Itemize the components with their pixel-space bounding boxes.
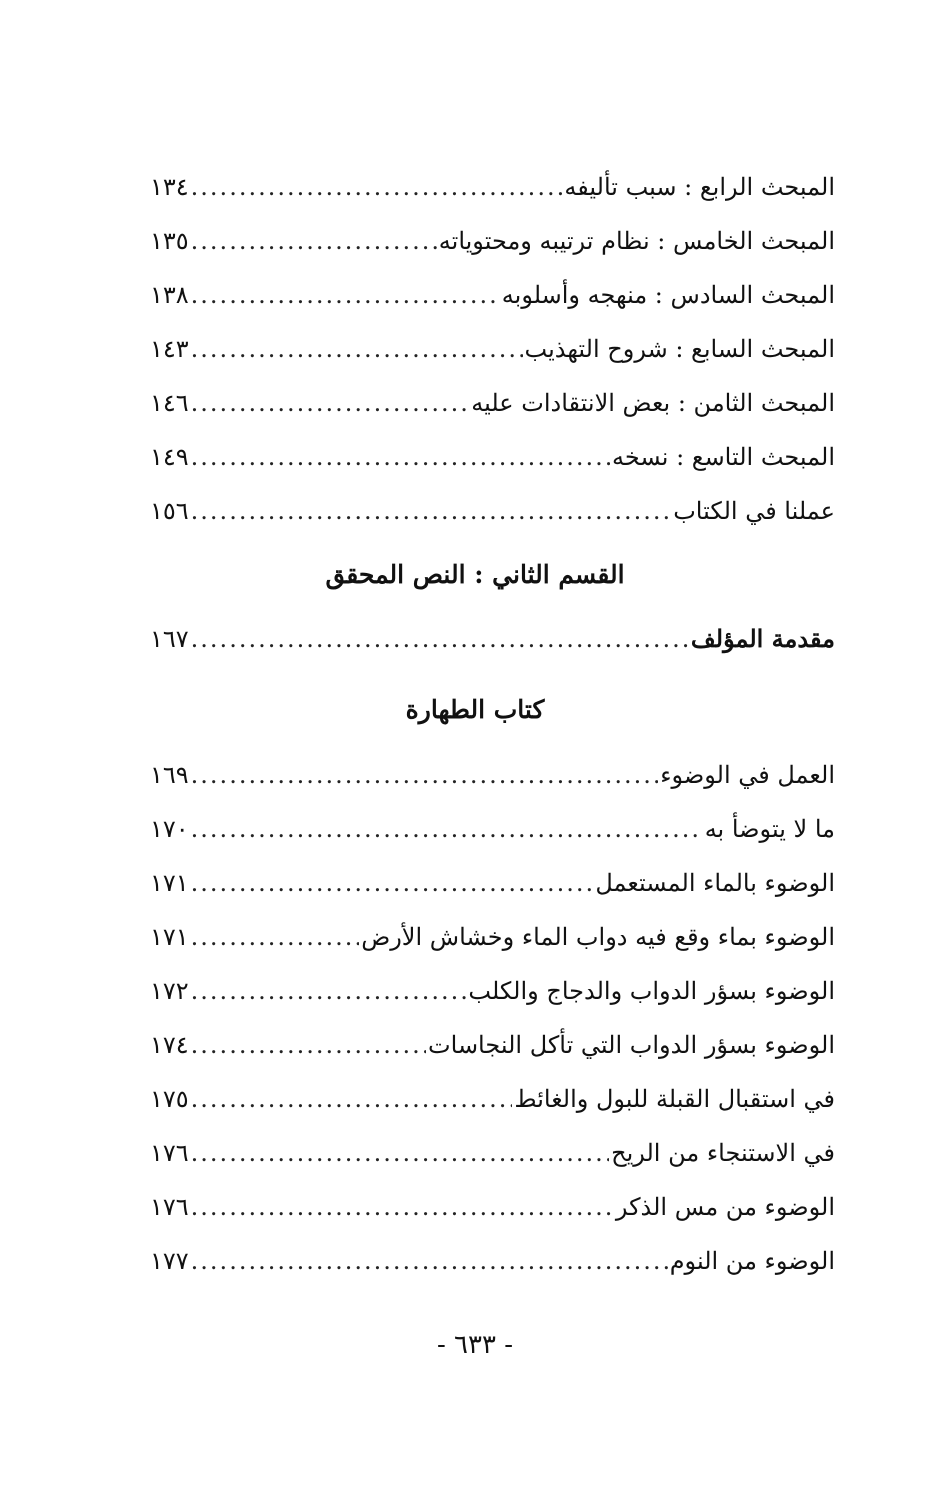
toc-entry-page: ١٧٧ <box>150 1247 189 1275</box>
toc-entry-title: ما لا يتوضأ به <box>704 815 835 843</box>
toc-leader-dots <box>191 910 360 964</box>
toc-entry-page: ١٧٦ <box>150 1193 189 1221</box>
toc-entry-page: ١٦٩ <box>150 761 189 789</box>
toc-entry-title: المبحث التاسع : نسخه <box>612 443 835 471</box>
toc-entry-page: ١٦٧ <box>150 625 189 653</box>
toc-entry-page: ١٧٦ <box>150 1139 189 1167</box>
toc-leader-dots <box>191 612 689 666</box>
toc-leader-dots <box>191 268 500 322</box>
toc-leader-dots <box>191 748 659 802</box>
toc-entry <box>150 160 835 214</box>
toc-entry-page: ١٣٨ <box>150 281 189 309</box>
toc-entry-title: العمل في الوضوء <box>660 761 835 789</box>
toc-leader-dots <box>191 484 672 538</box>
toc-leader-dots <box>191 160 563 214</box>
toc-entry <box>150 748 835 802</box>
toc-entry-title: الوضوء بسؤر الدواب والدجاج والكلب <box>468 977 835 1005</box>
toc-entry <box>150 322 835 376</box>
toc-entry-page: ١٥٦ <box>150 497 189 525</box>
toc-leader-dots <box>191 214 437 268</box>
toc-entry <box>150 612 835 666</box>
toc-entry-title: المبحث الثامن : بعض الانتقادات عليه <box>471 389 835 417</box>
toc-leader-dots <box>191 856 594 910</box>
book-heading: كتاب الطهارة <box>405 695 545 724</box>
toc-entry <box>150 214 835 268</box>
toc-leader-dots <box>191 802 703 856</box>
toc-entry-page: ١٧٥ <box>150 1085 189 1113</box>
toc-entry-title: المبحث السابع : شروح التهذيب <box>524 335 835 363</box>
toc-entry-page: ١٤٩ <box>150 443 189 471</box>
toc-entry-title: المبحث السادس : منهجه وأسلوبه <box>501 281 835 309</box>
toc-entry-page: ١٧٤ <box>150 1031 189 1059</box>
toc-entry <box>150 856 835 910</box>
toc-leader-dots <box>191 1180 614 1234</box>
section-heading: القسم الثاني : النص المحقق <box>325 560 625 589</box>
toc-entry <box>150 1126 835 1180</box>
toc-entry-page: ١٣٤ <box>150 173 189 201</box>
toc-list-part2 <box>150 748 835 1288</box>
toc-author-intro <box>150 612 835 666</box>
toc-entry <box>150 964 835 1018</box>
toc-leader-dots <box>191 1234 668 1288</box>
toc-entry-title: في الاستنجاء من الريح <box>611 1139 835 1167</box>
toc-entry-page: ١٧١ <box>150 923 189 951</box>
toc-entry-title: الوضوء بالماء المستعمل <box>595 869 835 897</box>
toc-leader-dots <box>191 376 470 430</box>
toc-entry-title: المبحث الخامس : نظام ترتيبه ومحتوياته <box>438 227 835 255</box>
toc-list-part1 <box>150 160 835 538</box>
toc-entry-page: ١٧٢ <box>150 977 189 1005</box>
toc-entry-title: مقدمة المؤلف <box>690 624 835 653</box>
toc-entry <box>150 1018 835 1072</box>
toc-entry <box>150 1234 835 1288</box>
toc-entry-title: الوضوء بماء وقع فيه دواب الماء وخشاش الأرض <box>361 923 835 951</box>
toc-entry-page: ١٣٥ <box>150 227 189 255</box>
toc-leader-dots <box>191 1018 426 1072</box>
toc-entry-title: الوضوء من مس الذكر <box>615 1193 835 1221</box>
toc-entry <box>150 268 835 322</box>
toc-entry-page: ١٧٠ <box>150 815 189 843</box>
toc-entry-title: المبحث الرابع : سبب تأليفه <box>564 173 835 201</box>
toc-leader-dots <box>191 322 523 376</box>
toc-entry <box>150 484 835 538</box>
toc-entry-title: الوضوء بسؤر الدواب التي تأكل النجاسات <box>428 1031 835 1059</box>
toc-entry <box>150 1072 835 1126</box>
toc-leader-dots <box>191 964 467 1018</box>
toc-entry-page: ١٤٣ <box>150 335 189 363</box>
toc-leader-dots <box>191 1072 513 1126</box>
toc-entry-page: ١٤٦ <box>150 389 189 417</box>
toc-entry-page: ١٧١ <box>150 869 189 897</box>
toc-entry-title: في استقبال القبلة للبول والغائط <box>514 1085 835 1113</box>
toc-entry-title: الوضوء من النوم <box>669 1247 835 1275</box>
toc-entry <box>150 430 835 484</box>
toc-entry <box>150 376 835 430</box>
toc-entry <box>150 1180 835 1234</box>
page-number: - ٦٣٣ - <box>436 1330 514 1360</box>
toc-leader-dots <box>191 430 610 484</box>
toc-entry <box>150 910 835 964</box>
toc-leader-dots <box>191 1126 609 1180</box>
toc-entry-title: عملنا في الكتاب <box>673 497 835 525</box>
toc-entry <box>150 802 835 856</box>
